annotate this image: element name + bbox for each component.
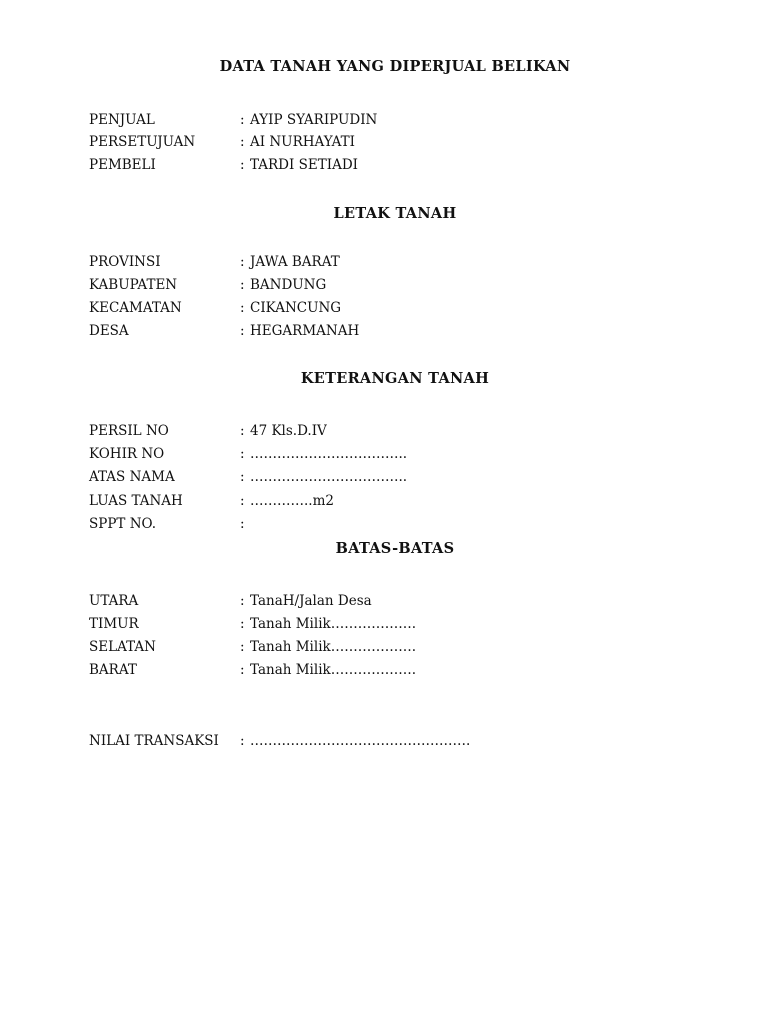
field-label: NILAI TRANSAKSI [89, 733, 219, 749]
field-value: Tanah Milik………………. [250, 662, 416, 678]
field-value: …………………………………………. [250, 733, 471, 749]
field-value: TanaH/Jalan Desa [250, 593, 372, 609]
field-label: PERSETUJUAN [89, 134, 196, 150]
field-label: KOHIR NO [89, 446, 165, 462]
field-label: KECAMATAN [89, 300, 182, 316]
field-colon: : [240, 616, 245, 632]
field-colon: : [240, 446, 245, 462]
field-label: PROVINSI [89, 254, 161, 270]
field-label: TIMUR [89, 616, 139, 632]
field-colon: : [240, 157, 245, 173]
field-value: BANDUNG [250, 277, 327, 293]
field-label: PEMBELI [89, 157, 156, 173]
field-colon: : [240, 469, 245, 485]
field-colon: : [240, 733, 245, 749]
section-heading-letak-tanah: LETAK TANAH [333, 205, 457, 222]
field-label: LUAS TANAH [89, 493, 183, 509]
field-value: JAWA BARAT [250, 254, 340, 270]
field-colon: : [240, 516, 245, 532]
field-label: PERSIL NO [89, 423, 169, 439]
field-label: ATAS NAMA [89, 469, 175, 485]
field-colon: : [240, 134, 245, 150]
document-title: DATA TANAH YANG DIPERJUAL BELIKAN [219, 58, 571, 75]
field-label: SELATAN [89, 639, 156, 655]
field-colon: : [240, 423, 245, 439]
field-colon: : [240, 112, 245, 128]
field-label: DESA [89, 323, 129, 339]
field-colon: : [240, 323, 245, 339]
section-heading-batas-batas: BATAS-BATAS [335, 540, 455, 557]
field-value: …………………………….. [250, 469, 408, 485]
field-colon: : [240, 593, 245, 609]
field-colon: : [240, 639, 245, 655]
field-value: AYIP SYARIPUDIN [250, 112, 378, 128]
field-label: KABUPATEN [89, 277, 178, 293]
field-label: UTARA [89, 593, 139, 609]
field-colon: : [240, 254, 245, 270]
section-heading-keterangan-tanah: KETERANGAN TANAH [300, 370, 490, 387]
field-value: HEGARMANAH [250, 323, 360, 339]
field-value: …………..m2 [250, 493, 334, 509]
field-colon: : [240, 493, 245, 509]
field-colon: : [240, 277, 245, 293]
field-label: PENJUAL [89, 112, 155, 128]
field-label: BARAT [89, 662, 137, 678]
field-value: AI NURHAYATI [250, 134, 355, 150]
field-label: SPPT NO. [89, 516, 157, 532]
field-value: …………………………….. [250, 446, 408, 462]
field-colon: : [240, 662, 245, 678]
field-colon: : [240, 300, 245, 316]
field-value: TARDI SETIADI [250, 157, 358, 173]
field-value: Tanah Milik………………. [250, 639, 416, 655]
field-value: Tanah Milik………………. [250, 616, 416, 632]
field-value: CIKANCUNG [250, 300, 342, 316]
field-value: 47 Kls.D.IV [250, 423, 327, 439]
